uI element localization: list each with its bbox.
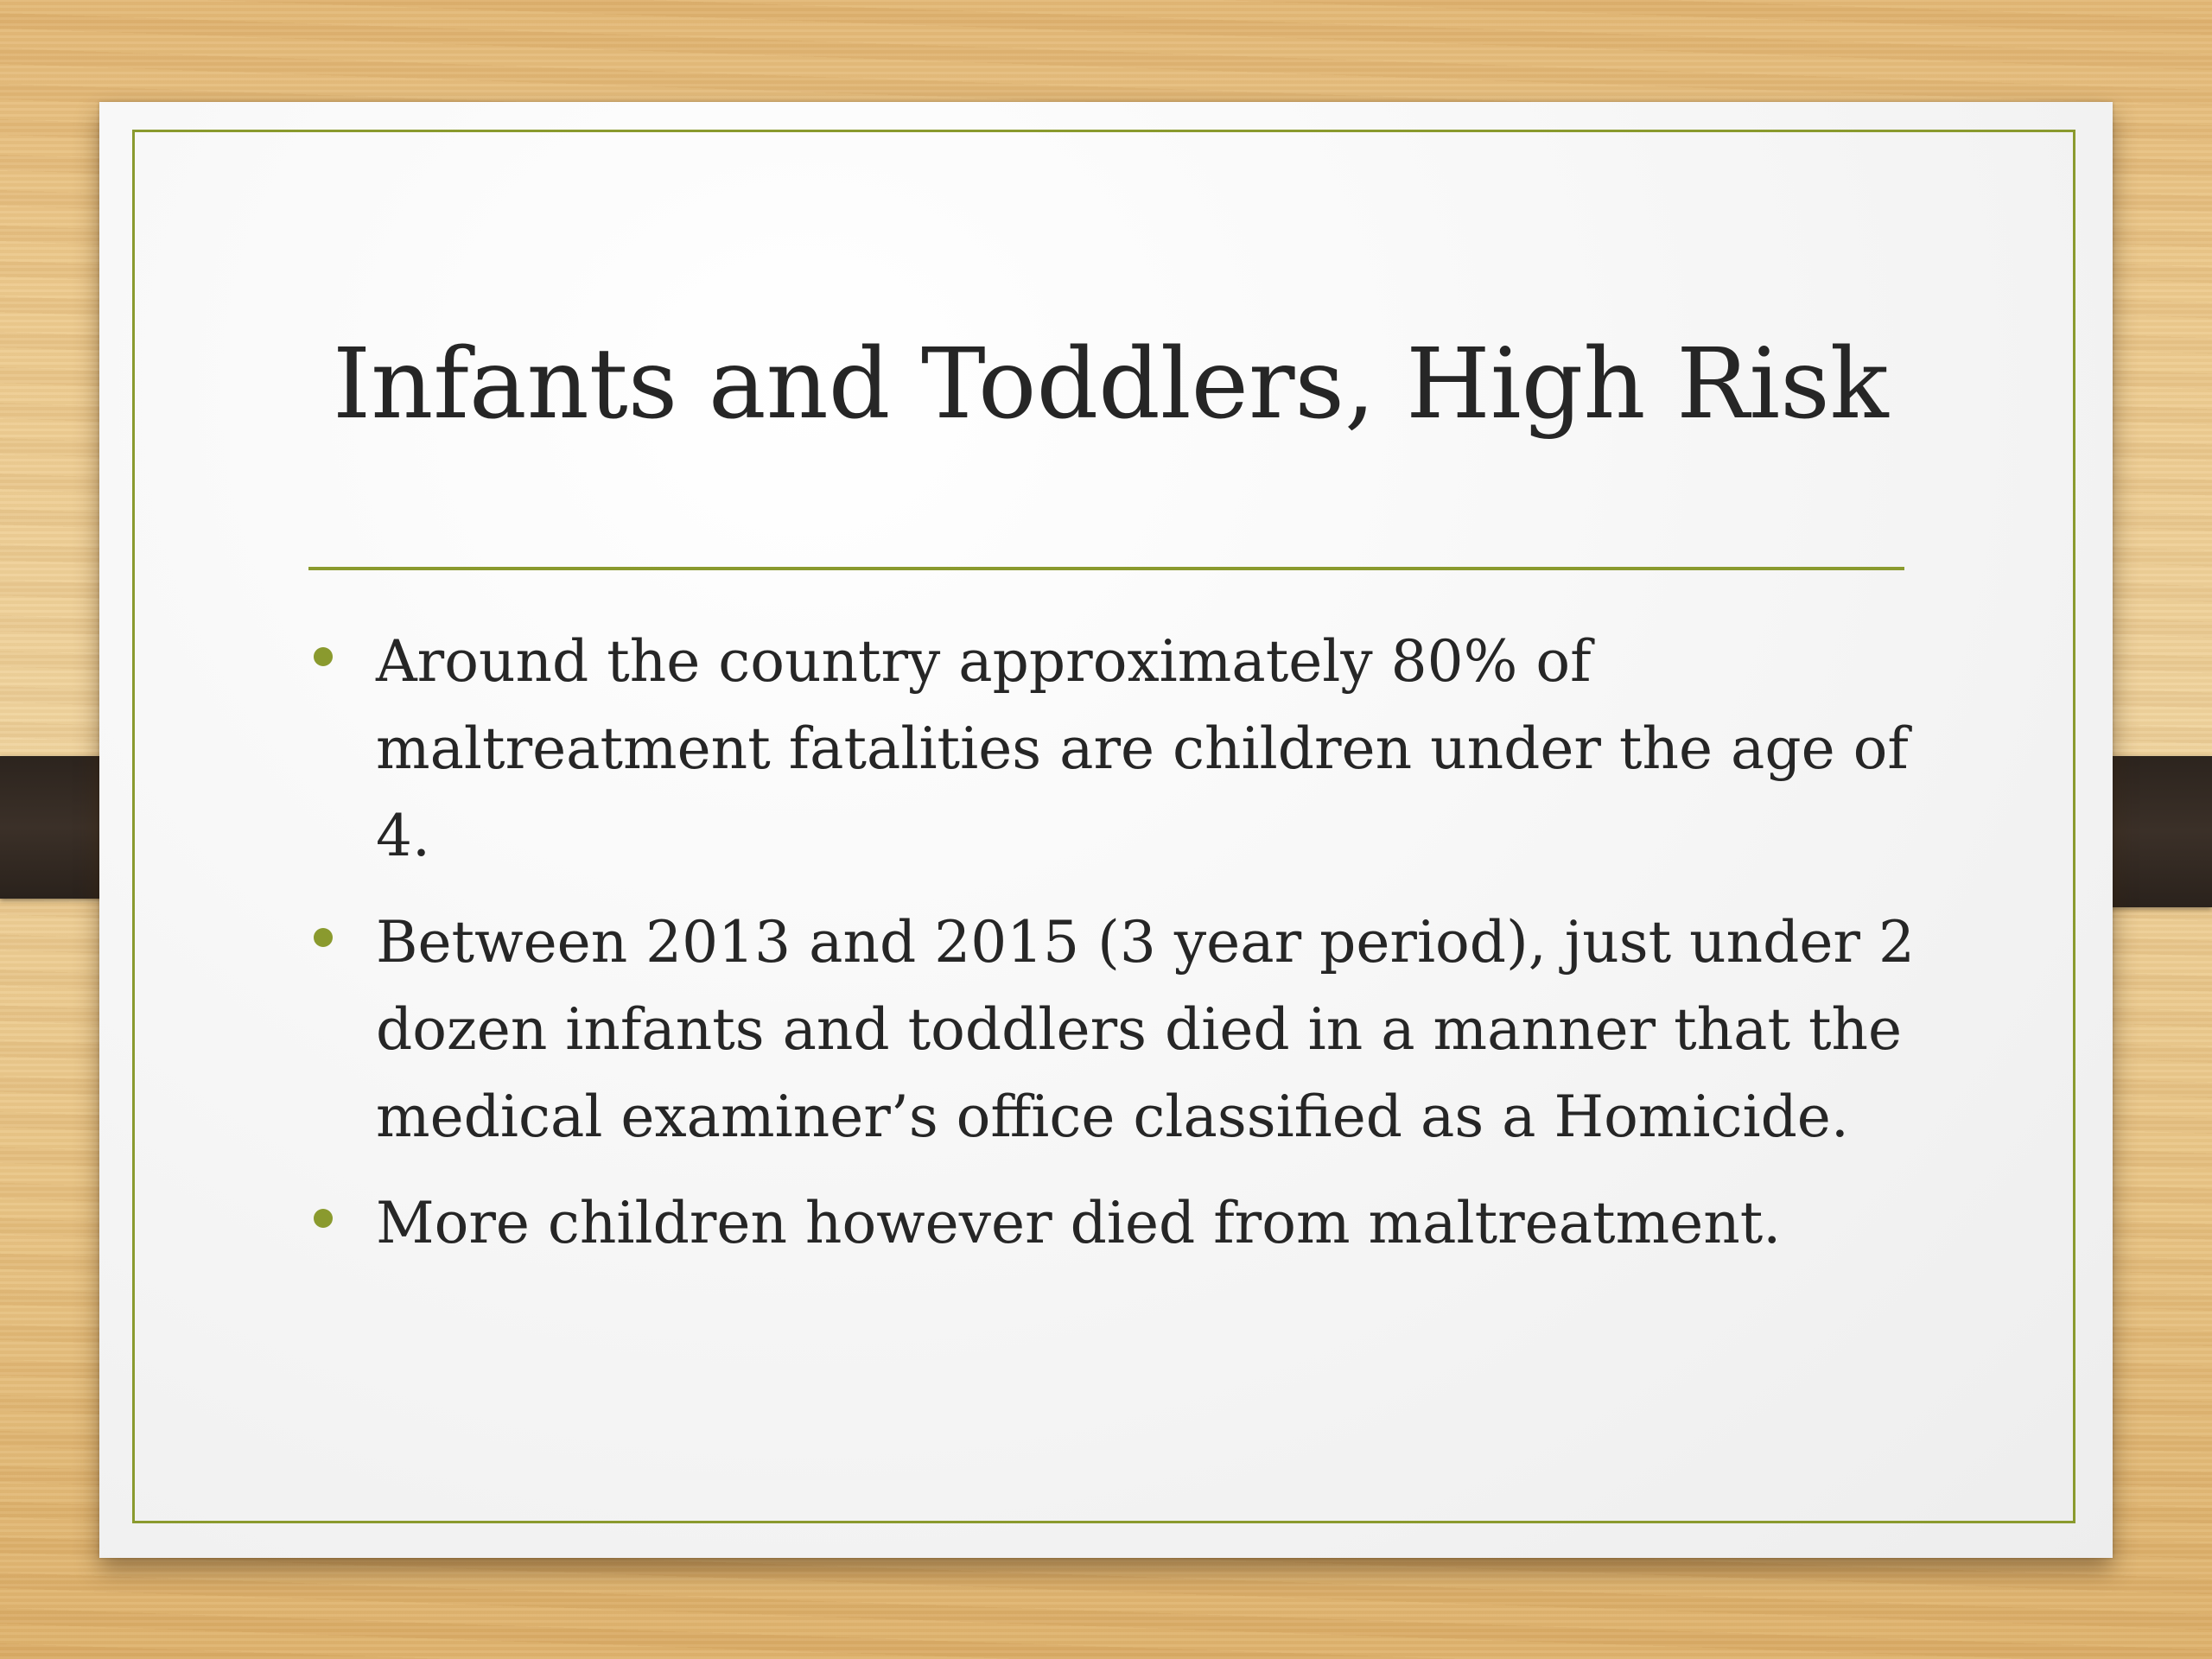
- bullet-dot-icon: [314, 928, 333, 947]
- bullet-text: Around the country approximately 80% of maltreatment fatalities are children under the age of 4.: [376, 628, 1909, 869]
- bullet-item: [307, 1179, 1931, 1267]
- title-divider: [308, 567, 1904, 570]
- slide-title: Infants and Toddlers, High Risk: [333, 328, 1889, 441]
- bullet-item: [307, 899, 1931, 1160]
- bullet-item: [307, 618, 1931, 880]
- bullet-list: [307, 618, 1931, 1286]
- bullet-dot-icon: [314, 1209, 333, 1228]
- bullet-text: Between 2013 and 2015 (3 year period), just under 2 dozen infants and toddlers died in a manner that the medical examiner’s office classified as a Homicide.: [376, 909, 1915, 1150]
- bullet-dot-icon: [314, 647, 333, 666]
- bullet-text: More children however died from maltreatment.: [376, 1190, 1782, 1256]
